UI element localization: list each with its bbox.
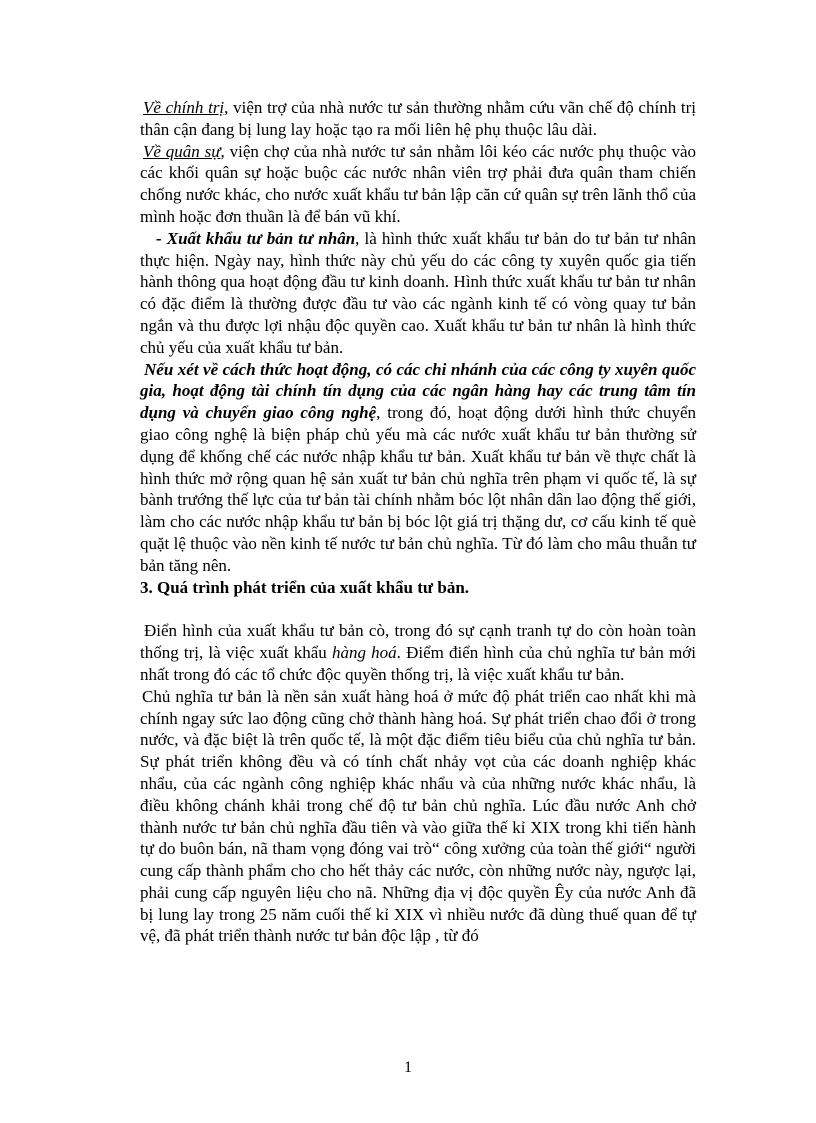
- operation-methods-lead: Nếu xét về cách thức hoạt động, có các chi nhánh của các công ty xuyên quốc gia, hoạt động tài chính tín dụng của các ngân hàng hay các trung tâm tín dụng và chuyển giao công nghệ: [140, 359, 696, 423]
- typical-capital-export-text-2: . Điểm điển hình của chủ nghĩa tư bản mới nhất trong đó các tổ chức độc quyền thống trị, là việc xuất khẩu tư bản.: [140, 643, 696, 684]
- political-aid-text: , viện trợ của nhà nước tư sản thường nhằm cứu vãn chế độ chính trị thân cận đang bị lung lay hoặc tạo ra mối liên hệ phụ thuộc lâu dài.: [140, 98, 697, 139]
- paragraph-typical-capital-export: [140, 620, 696, 685]
- typical-capital-export-italic: hàng hoá: [331, 643, 397, 663]
- document-body: [140, 97, 696, 947]
- military-aid-lead: Về quân sự: [143, 141, 221, 161]
- paragraph-private-capital-export: [140, 228, 696, 359]
- private-capital-export-text: , là hình thức xuất khẩu tư bản do tư bản tư nhân thực hiện. Ngày nay, hình thức này chủ yếu do các công ty xuyên quốc gia tiến hành thông qua hoạt động đầu tư kinh doanh. Hình thức xuất khẩu tư bản tư nhân có đặc điểm là thường được đầu tư vào các ngành kinh tế có vòng quay tư bản ngắn và thu được lợi nhậu độc quyền cao. Xuất khẩu tư bản tư nhân là hình thức chủ yếu của xuất khẩu tư bản.: [140, 228, 696, 357]
- paragraph-capitalism-development: Chủ nghĩa tư bản là nền sản xuất hàng hoá ở mức độ phát triển cao nhất khi mà chính ngay sức lao động cũng chở thành hàng hoá. Sự phát triển chao đổi ở trong nước, và đặc biệt là trên quốc tế, là một đặc điểm tiêu biểu của chủ nghĩa tư bản. Sự phát triển không đều và có tính chất nhảy vọt của các doanh nghiệp khác nhẩu, của các ngành công nghiệp khác nhẩu và của những nước khác nhẩu, là điều không chánh khải trong chế độ tư bản chủ nghĩa. Lúc đầu nước Anh chở thành nước tư bản chủ nghĩa đầu tiên và vào giữa thế kỉ XIX trong khi tiến hành tự do buôn bán, nã tham vọng đóng vai trò“ công xưởng của toàn thế giới“ người cung cấp thành phẩm cho cho hết thảy các nước, còn những nước này, ngược lại, phải cung cấp nguyên liệu cho nã. Những địa vị độc quyền Êy của nước Anh đã bị lung lay trong 25 năm cuối thế kỉ XIX vì nhiều nước đã dùng thuế quan để tự vệ, đã phát triển thành nước tư bản độc lập , từ đó: [140, 686, 696, 946]
- military-aid-text: , viện chợ của nhà nước tư sản nhằm lôi kéo các nước phụ thuộc vào các khối quân sự hoặc buộc các nước nhân viên trợ phải đưa quân tham chiến chống nước khác, cho nước xuất khẩu tư bản lập căn cứ quân sự trên lãnh thổ của mình hoặc đơn thuần là để bán vũ khí.: [140, 141, 696, 226]
- political-aid-lead: Về chính trị: [143, 98, 225, 117]
- paragraph-political-aid: [140, 97, 696, 141]
- paragraph-operation-methods: [140, 359, 696, 577]
- section-heading: 3. Quá trình phát triển của xuất khẩu tư bản.: [140, 577, 470, 597]
- page-number: 1: [404, 1059, 412, 1076]
- paragraph-military-aid: [140, 141, 696, 228]
- operation-methods-text: , trong đó, hoạt động dưới hình thức chuyển giao công nghệ là biện pháp chủ yếu mà các nước xuất khẩu tư bản thường sử dụng để khống chế các nước nhập khẩu tư bản. Xuất khẩu tư bản về thực chất là hình thức mở rộng quan hệ sản xuất tư bản chủ nghĩa trên phạm vi quốc tế, là sự bành trướng thế lực của tư bản tài chính nhằm bóc lột nhân dân lao động thế giới, làm cho các nước nhập khẩu tư bản bị bóc lột giá trị thặng dư, cơ cấu kinh tế què quặt lệ thuộc vào nền kinh tế nước tư bản chủ nghĩa. Từ đó làm cho mâu thuẫn tư bản tăng nên.: [140, 403, 696, 575]
- private-capital-export-lead: - Xuất khẩu tư bản tư nhân: [156, 228, 356, 248]
- typical-capital-export-text-1: Điển hình của xuất khẩu tư bản cò, trong đó sự cạnh tranh tự do còn hoàn toàn thống trị, là việc xuất khẩu: [140, 621, 696, 663]
